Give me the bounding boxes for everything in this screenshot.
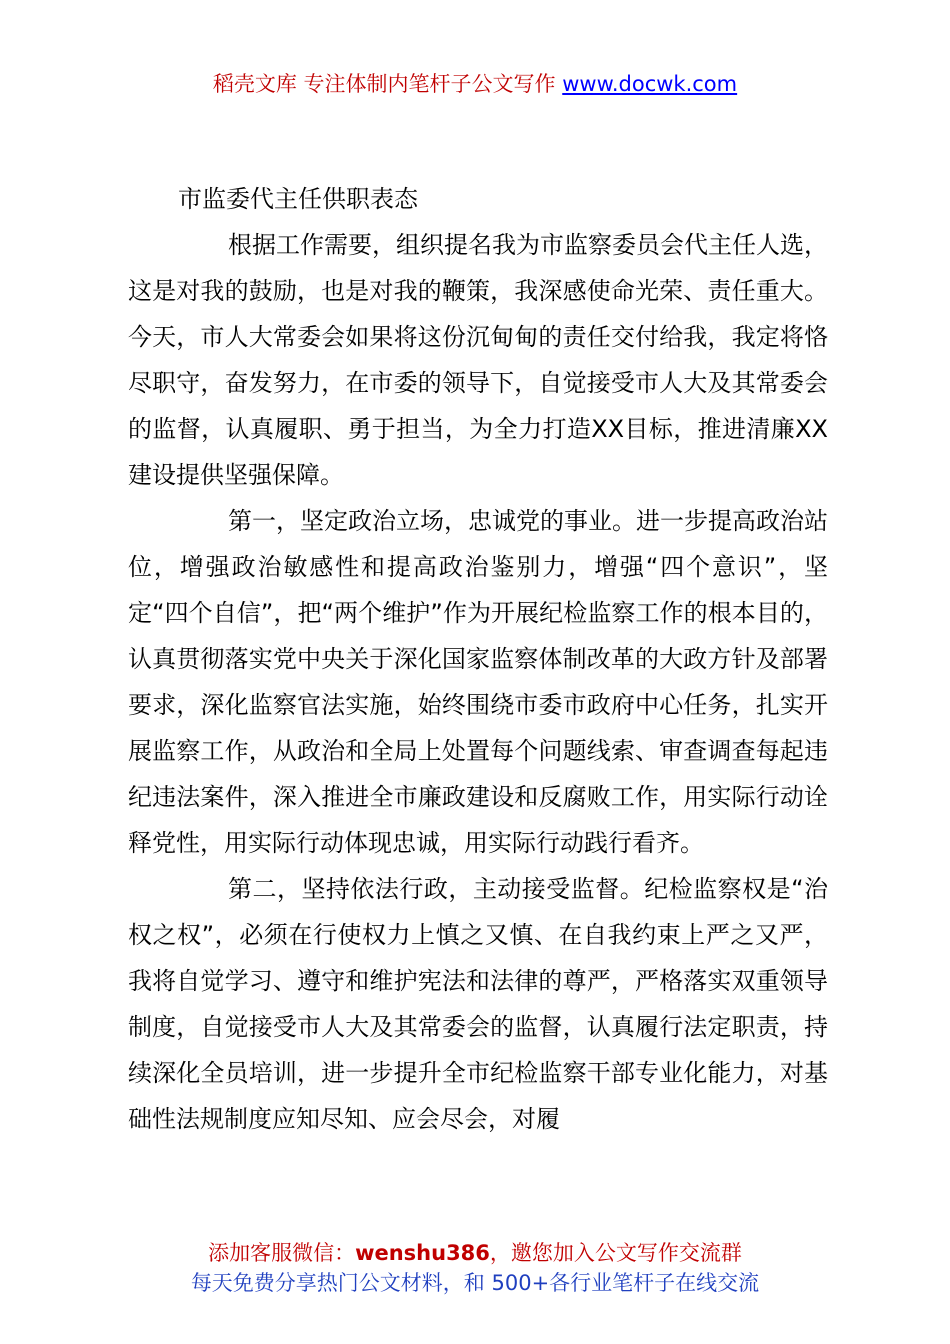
header-website-link[interactable]: www.docwk.com xyxy=(562,72,738,96)
page-footer xyxy=(0,1238,950,1298)
footer-promo-line: 每天免费分享热门公文材料，和 500+各行业笔杆子在线交流 xyxy=(190,1271,760,1295)
paragraph-second-point: 第二，坚持依法行政，主动接受监督。纪检监察权是“治权之权”，必须在行使权力上慎之又慎、在自我约束上严之又严，我将自觉学习、遵守和维护宪法和法律的尊严，严格落实双重领导制度，自觉接受市人大及其常委会的监督，认真履行法定职责，持续深化全员培训，进一步提升全市纪检监察干部专业化能力，对基础性法规制度应知尽知、应会尽会，对履 xyxy=(128,875,828,1133)
page-header xyxy=(0,68,950,100)
paragraph-first-point: 第一，坚定政治立场，忠诚党的事业。进一步提高政治站位，增强政治敏感性和提高政治鉴别力，增强“四个意识”，坚定“四个自信”，把“两个维护”作为开展纪检监察工作的根本目的，认真贯彻落实党中央关于深化国家监察体制改革的大政方针及部署要求，深化监察官法实施，始终围绕市委市政府中心任务，扎实开展监察工作，从政治和全局上处置每个问题线索、审查调查每起违纪违法案件，深入推进全市廉政建设和反腐败工作，用实际行动诠释党性，用实际行动体现忠诚，用实际行动践行看齐。 xyxy=(128,507,828,857)
document-body xyxy=(128,176,828,1142)
header-brand-text: 稻壳文库 专注体制内笔杆子公文写作 xyxy=(212,72,556,96)
footer-contact-line xyxy=(0,1238,950,1268)
footer-contact-prefix: 添加客服微信： xyxy=(208,1241,356,1265)
paragraph-intro: 根据工作需要，组织提名我为市监察委员会代主任人选，这是对我的鼓励，也是对我的鞭策，我深感使命光荣、责任重大。今天，市人大常委会如果将这份沉甸甸的责任交付给我，我定将恪尽职守，奋发努力，在市委的领导下，自觉接受市人大及其常委会的监督，认真履职、勇于担当，为全力打造XX目标，推进清廉XX建设提供坚强保障。 xyxy=(128,231,828,489)
footer-contact-suffix: ，邀您加入公文写作交流群 xyxy=(489,1241,742,1265)
document-title: 市监委代主任供职表态 xyxy=(178,185,418,213)
footer-wechat-id: wenshu386 xyxy=(355,1241,490,1265)
